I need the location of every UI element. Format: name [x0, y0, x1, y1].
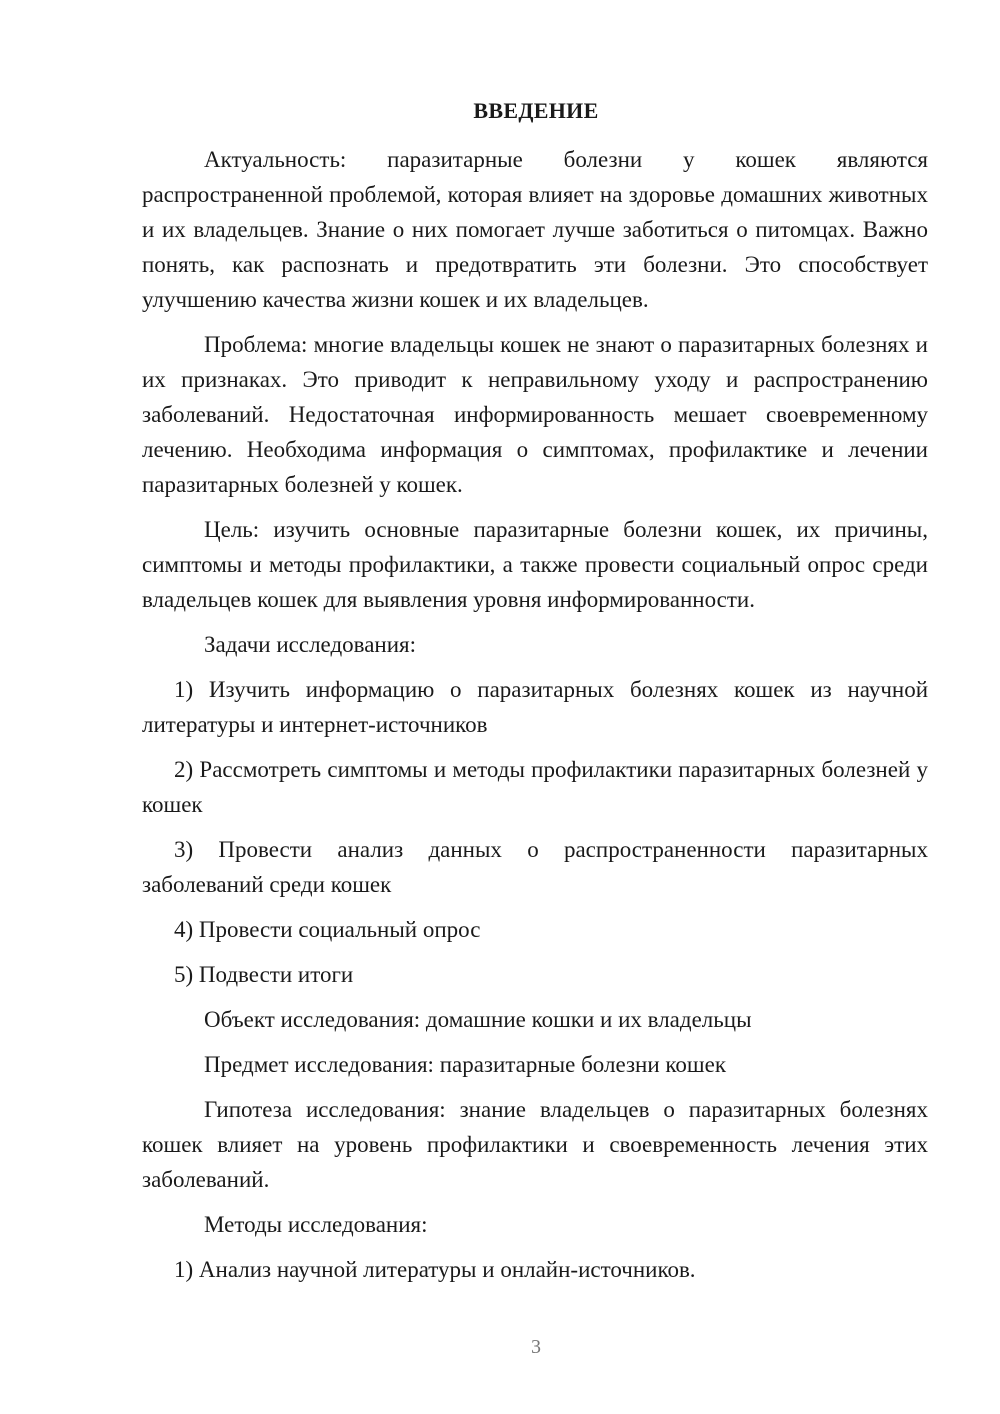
task-item-4: 4) Провести социальный опрос	[174, 917, 481, 942]
task-item-5: 5) Подвести итоги	[174, 962, 354, 987]
body-text	[142, 142, 928, 1297]
problem-paragraph: Проблема: многие владельцы кошек не знают о паразитарных болезнях и их признаках. Это приводит к неправильному уходу и распространению заболеваний. Недостаточная информированность мешает своевременному лечению. Необходима информация о симптомах, профилактике и лечении паразитарных болезней у кошек.	[142, 332, 928, 497]
object-paragraph: Объект исследования: домашние кошки и их владельцы	[204, 1007, 752, 1032]
page-number: 3	[531, 1336, 541, 1358]
section-heading: ВВЕДЕНИЕ	[473, 98, 599, 123]
hypothesis-paragraph: Гипотеза исследования: знание владельцев о паразитарных болезнях кошек влияет на уровень профилактики и своевременность лечения этих заболеваний.	[142, 1097, 928, 1192]
task-item-3: 3) Провести анализ данных о распространенности паразитарных заболеваний среди кошек	[142, 837, 928, 897]
subject-paragraph: Предмет исследования: паразитарные болезни кошек	[204, 1052, 726, 1077]
goal-paragraph: Цель: изучить основные паразитарные болезни кошек, их причины, симптомы и методы профилактики, а также провести социальный опрос среди владельцев кошек для выявления уровня информированности.	[142, 517, 928, 612]
task-item-1: 1) Изучить информацию о паразитарных болезнях кошек из научной литературы и интернет-источников	[142, 677, 928, 737]
method-item-1: 1) Анализ научной литературы и онлайн-источников.	[174, 1257, 696, 1282]
task-item-2: 2) Рассмотреть симптомы и методы профилактики паразитарных болезней у кошек	[142, 757, 928, 817]
tasks-title: Задачи исследования:	[204, 632, 417, 657]
relevance-paragraph: Актуальность: паразитарные болезни у кошек являются распространенной проблемой, которая влияет на здоровье домашних животных и их владельцев. Знание о них помогает лучше заботиться о питомцах. Важно понять, как распознать и предотвратить эти болезни. Это способствует улучшению качества жизни кошек и их владельцев.	[142, 147, 928, 312]
methods-title: Методы исследования:	[204, 1212, 428, 1237]
